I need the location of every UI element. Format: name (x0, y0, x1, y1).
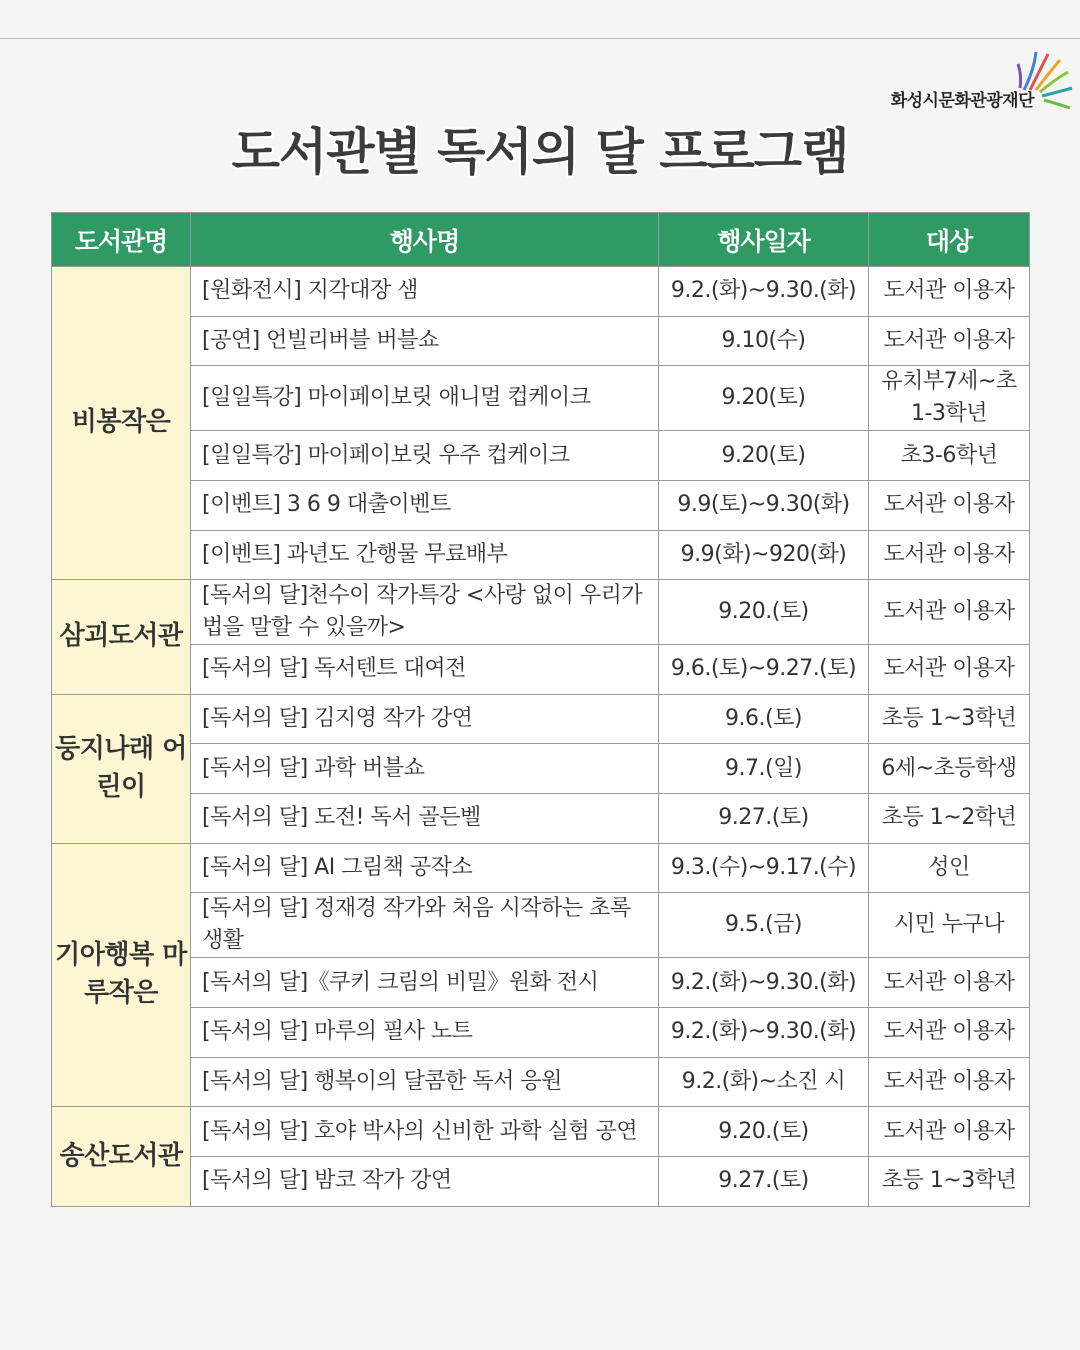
table-row (52, 1007, 1030, 1057)
event-date: 9.3.(수)~9.17.(수) (659, 843, 869, 893)
table-row (52, 1156, 1030, 1206)
event-target: 시민 누구나 (869, 893, 1030, 958)
event-target: 도서관 이용자 (869, 1057, 1030, 1107)
table-row (52, 366, 1030, 431)
table-row (52, 431, 1030, 481)
event-name: [독서의 달] AI 그림책 공작소 (191, 843, 659, 893)
event-date: 9.2.(화)~9.30.(화) (659, 267, 869, 317)
event-target: 초등 1~3학년 (869, 1156, 1030, 1206)
event-date: 9.9(화)~920(화) (659, 530, 869, 580)
table-row (52, 580, 1030, 645)
event-date: 9.6.(토) (659, 694, 869, 744)
library-cell: 둥지나래 어린이 (52, 694, 191, 843)
event-name: [독서의 달] 김지영 작가 강연 (191, 694, 659, 744)
event-target: 도서관 이용자 (869, 1007, 1030, 1057)
event-date: 9.27.(토) (659, 1156, 869, 1206)
event-date: 9.7.(일) (659, 744, 869, 794)
event-date: 9.5.(금) (659, 893, 869, 958)
event-name: [독서의 달] 과학 버블쇼 (191, 744, 659, 794)
library-cell: 삼괴도서관 (52, 580, 191, 694)
table-row (52, 1107, 1030, 1157)
table-row (52, 316, 1030, 366)
event-name: [독서의 달] 밤코 작가 강연 (191, 1156, 659, 1206)
org-name: 화성시문화관광재단 (890, 91, 1034, 111)
event-date: 9.2.(화)~소진 시 (659, 1057, 869, 1107)
table-row (52, 645, 1030, 695)
event-name: [독서의 달] 호야 박사의 신비한 과학 실험 공연 (191, 1107, 659, 1157)
page-title: 도서관별 독서의 달 프로그램 (231, 123, 849, 181)
event-name: [이벤트] 과년도 간행물 무료배부 (191, 530, 659, 580)
event-target: 도서관 이용자 (869, 580, 1030, 645)
event-target: 도서관 이용자 (869, 645, 1030, 695)
event-target: 도서관 이용자 (869, 958, 1030, 1008)
event-date: 9.20(토) (659, 431, 869, 481)
event-name: [독서의 달]《쿠키 크림의 비밀》원화 전시 (191, 958, 659, 1008)
event-target: 도서관 이용자 (869, 1107, 1030, 1157)
event-name: [독서의 달] 행복이의 달콤한 독서 응원 (191, 1057, 659, 1107)
library-cell: 비봉작은 (52, 267, 191, 580)
header-library: 도서관명 (52, 213, 191, 267)
table-row (52, 694, 1030, 744)
event-name: [독서의 달] 독서텐트 대여전 (191, 645, 659, 695)
event-target: 초등 1~3학년 (869, 694, 1030, 744)
event-date: 9.10(수) (659, 316, 869, 366)
event-name: [이벤트] 3 6 9 대출이벤트 (191, 480, 659, 530)
event-target: 초등 1~2학년 (869, 794, 1030, 844)
event-name: [공연] 언빌리버블 버블쇼 (191, 316, 659, 366)
table-row (52, 958, 1030, 1008)
event-target: 6세~초등학생 (869, 744, 1030, 794)
event-target: 도서관 이용자 (869, 530, 1030, 580)
table-row (52, 267, 1030, 317)
event-target: 초3-6학년 (869, 431, 1030, 481)
table-row (52, 480, 1030, 530)
program-table (51, 212, 1030, 1207)
event-date: 9.2.(화)~9.30.(화) (659, 958, 869, 1008)
library-cell: 송산도서관 (52, 1107, 191, 1206)
table-row (52, 530, 1030, 580)
event-name: [독서의 달] 마루의 필사 노트 (191, 1007, 659, 1057)
table-header-row (52, 213, 1030, 267)
event-target: 성인 (869, 843, 1030, 893)
event-target: 도서관 이용자 (869, 316, 1030, 366)
event-name: [원화전시] 지각대장 샘 (191, 267, 659, 317)
header-event-name: 행사명 (191, 213, 659, 267)
event-name: [일일특강] 마이페이보릿 우주 컵케이크 (191, 431, 659, 481)
header-event-date: 행사일자 (659, 213, 869, 267)
event-date: 9.27.(토) (659, 794, 869, 844)
event-date: 9.20.(토) (659, 1107, 869, 1157)
event-date: 9.2.(화)~9.30.(화) (659, 1007, 869, 1057)
top-divider (0, 38, 1080, 39)
table-row (52, 794, 1030, 844)
table-row (52, 843, 1030, 893)
event-date: 9.6.(토)~9.27.(토) (659, 645, 869, 695)
library-cell: 기아행복 마루작은 (52, 843, 191, 1107)
event-date: 9.20.(토) (659, 580, 869, 645)
event-date: 9.20(토) (659, 366, 869, 431)
event-name: [일일특강] 마이페이보릿 애니멀 컵케이크 (191, 366, 659, 431)
event-target: 도서관 이용자 (869, 480, 1030, 530)
event-target: 도서관 이용자 (869, 267, 1030, 317)
event-name: [독서의 달] 도전! 독서 골든벨 (191, 794, 659, 844)
header-target: 대상 (869, 213, 1030, 267)
org-logo (864, 44, 1074, 112)
event-name: [독서의 달]천수이 작가특강 <사랑 없이 우리가 법을 말할 수 있을까> (191, 580, 659, 645)
event-target: 유치부7세~초 1-3학년 (869, 366, 1030, 431)
table-row (52, 1057, 1030, 1107)
table-row (52, 744, 1030, 794)
event-name: [독서의 달] 정재경 작가와 처음 시작하는 초록생활 (191, 893, 659, 958)
event-date: 9.9(토)~9.30(화) (659, 480, 869, 530)
table-row (52, 893, 1030, 958)
